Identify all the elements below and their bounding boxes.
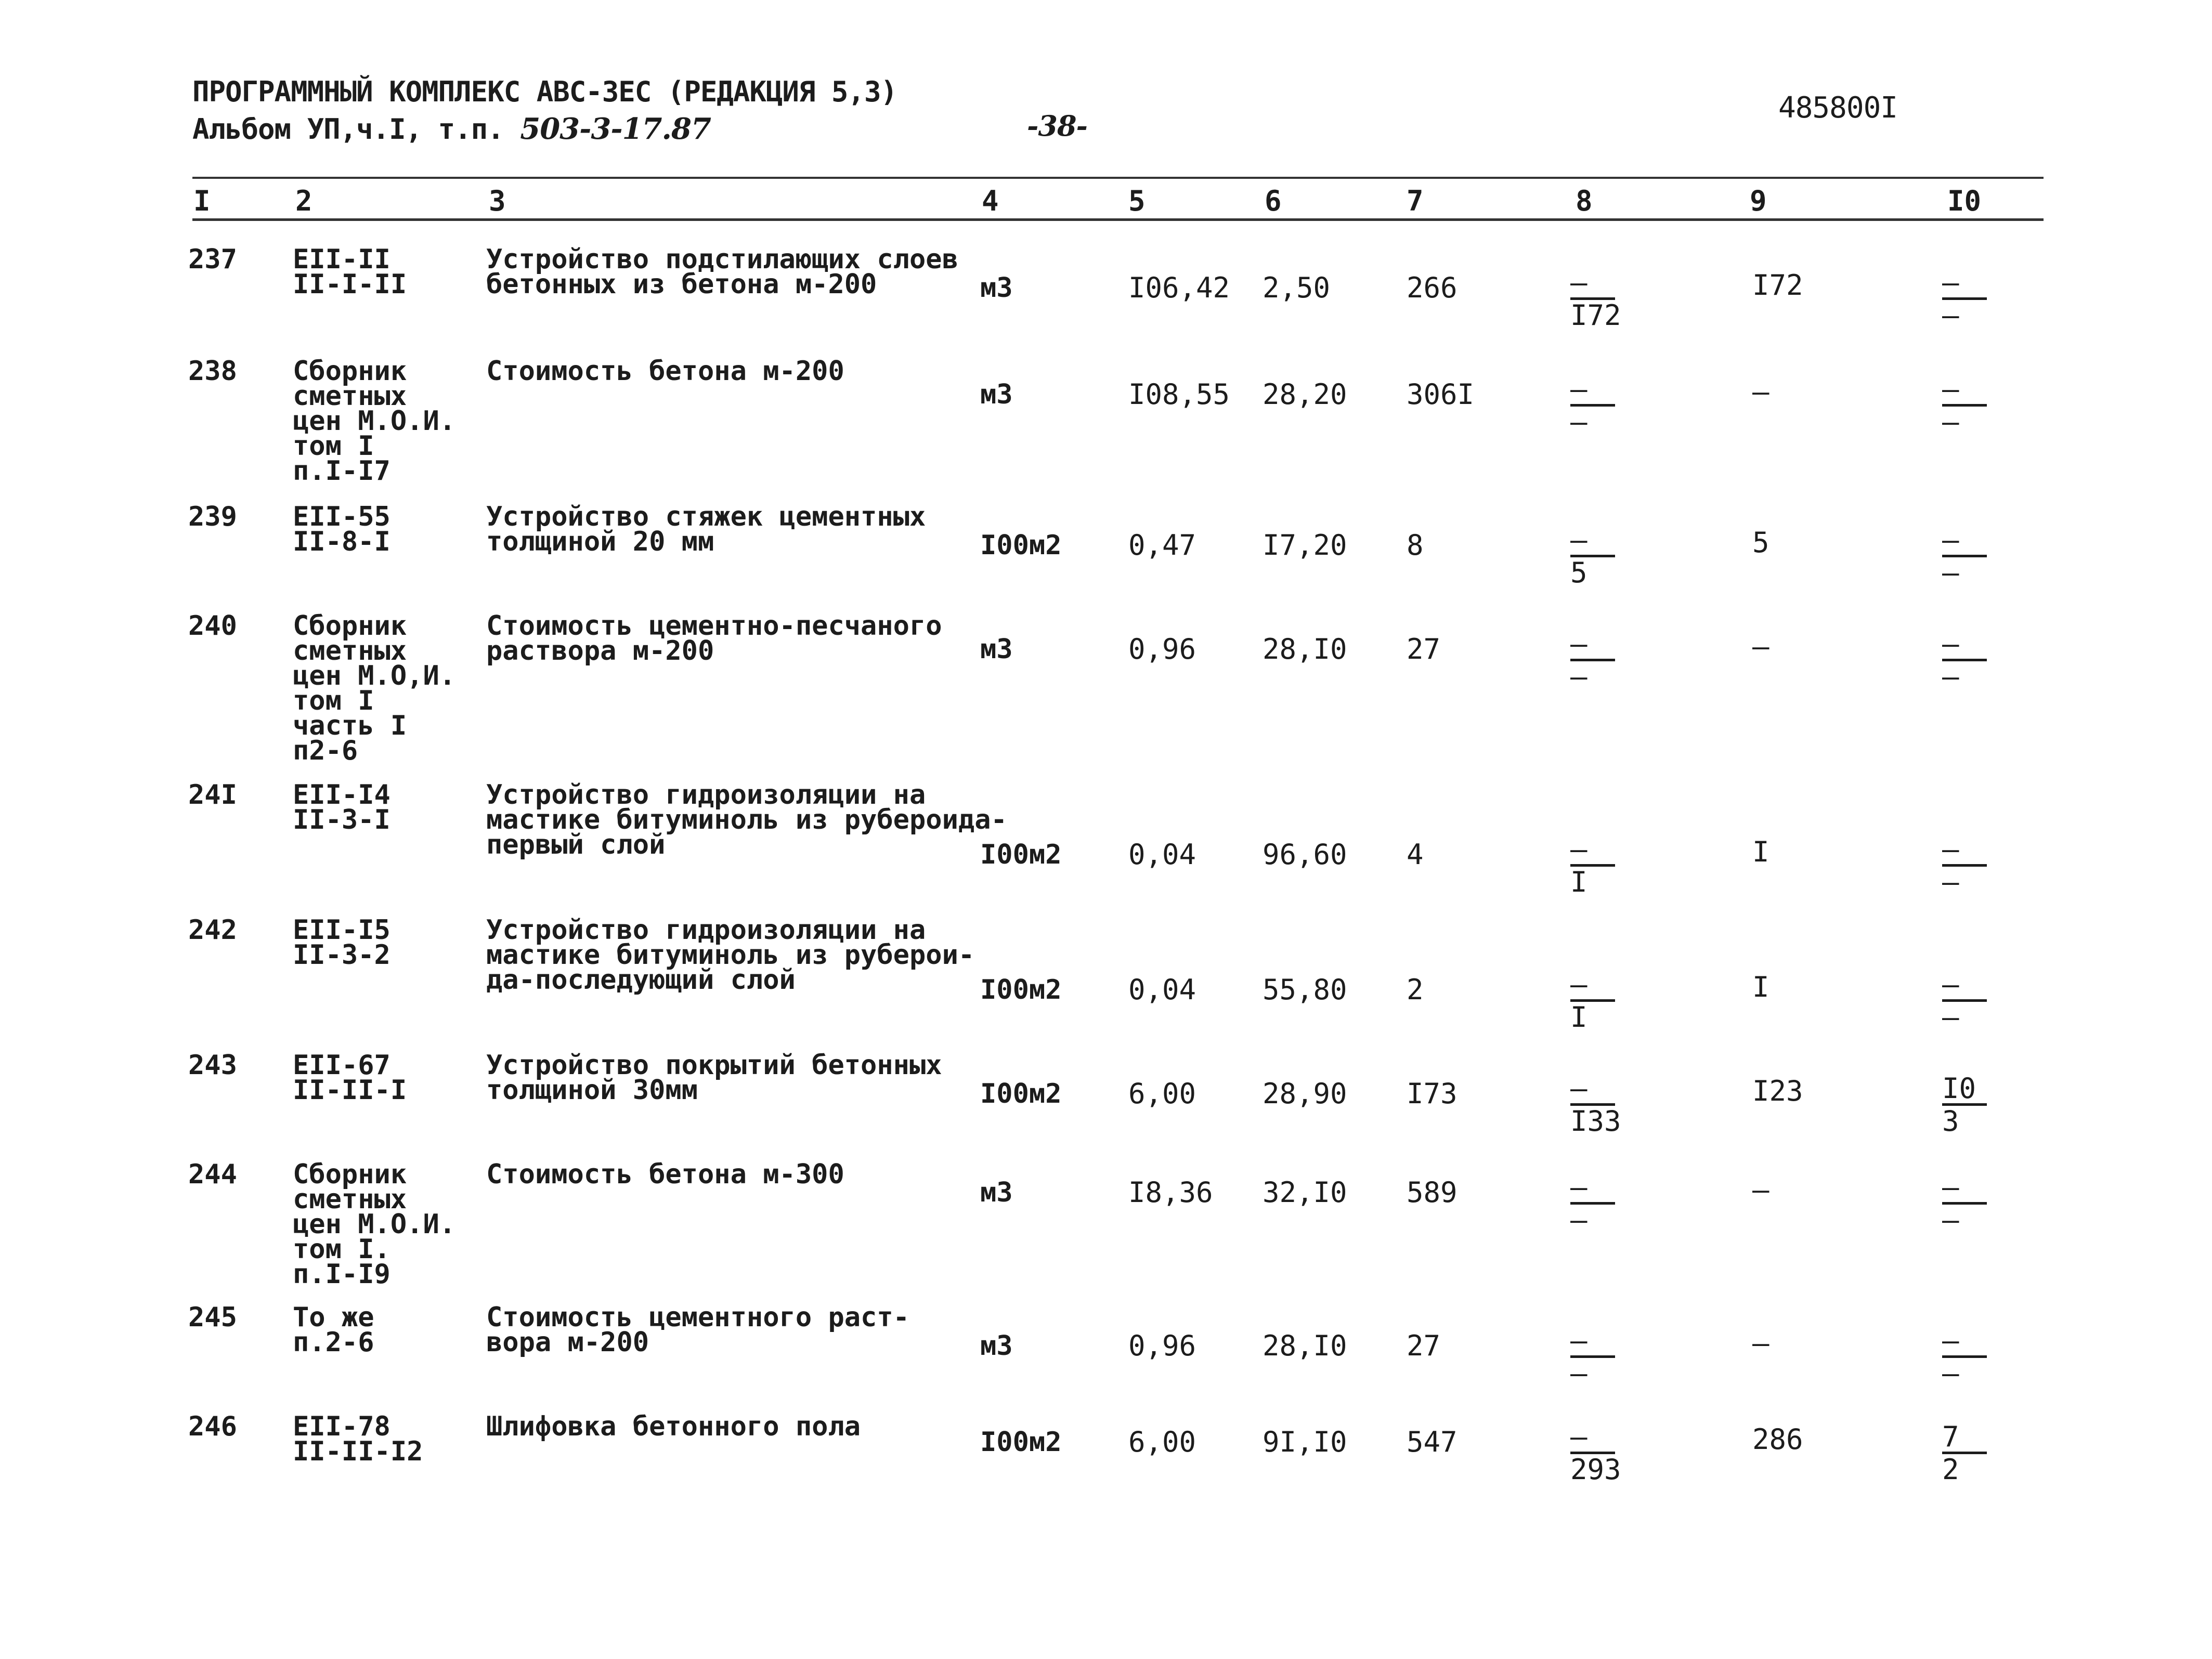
column-10-fraction-numerator: – — [1942, 270, 1987, 300]
total-cost: 306I — [1407, 378, 1475, 411]
total-cost: 2 — [1407, 973, 1424, 1006]
column-9-value: – — [1752, 1327, 1769, 1360]
column-10-fraction-numerator: – — [1942, 632, 1987, 661]
column-header: 2 — [295, 185, 313, 217]
column-9-value: – — [1752, 1173, 1769, 1206]
column-10-fraction — [1942, 373, 2010, 438]
work-name: Устройство гидроизоляции на мастике битуминоль из рубероида- первый слой — [486, 779, 1007, 860]
rate-code: EII-II II-I-II — [293, 244, 407, 300]
column-10-fraction — [1942, 1324, 2010, 1390]
column-9-value: – — [1752, 375, 1769, 408]
column-header: 4 — [982, 185, 999, 217]
unit-price: 2,50 — [1263, 271, 1331, 304]
table-header-rule — [192, 218, 2044, 221]
column-10-fraction-denominator: – — [1942, 866, 1959, 898]
work-name: Стоимость цементно-песчаного раствора м-200 — [486, 610, 942, 667]
column-8-fraction — [1570, 968, 1638, 1034]
work-name: Устройство стяжек цементных толщиной 20 мм — [486, 501, 926, 557]
quantity: I08,55 — [1128, 378, 1230, 411]
work-name: Устройство гидроизоляции на мастике битуминоль из руберои- да-последующий слой — [486, 915, 975, 996]
quantity: 0,47 — [1128, 529, 1196, 561]
column-8-fraction-denominator: – — [1570, 406, 1588, 438]
rate-code: EII-55 II-8-I — [293, 501, 391, 557]
unit: I00м2 — [980, 1078, 1062, 1109]
rate-code: EII-67 II-II-I — [293, 1050, 407, 1106]
work-name: Стоимость цементного раст- вора м-200 — [486, 1302, 909, 1358]
row-number: 240 — [188, 610, 237, 642]
column-header: 3 — [489, 185, 506, 217]
document-number: 485800I — [1778, 91, 1898, 125]
column-10-fraction-numerator: – — [1942, 1175, 1987, 1205]
column-8-fraction-numerator: – — [1570, 1328, 1615, 1358]
column-10-fraction — [1942, 1171, 2010, 1236]
column-8-fraction-numerator: – — [1570, 377, 1615, 407]
unit-price: 32,I0 — [1263, 1176, 1347, 1209]
unit: I00м2 — [980, 1427, 1062, 1458]
row-number: 246 — [188, 1411, 237, 1442]
total-cost: 4 — [1407, 838, 1424, 871]
row-number: 243 — [188, 1050, 237, 1081]
total-cost: 27 — [1407, 1329, 1441, 1362]
column-10-fraction-numerator: I0 — [1942, 1076, 1987, 1106]
column-header: I0 — [1947, 185, 1982, 217]
column-10-fraction-numerator: – — [1942, 528, 1987, 557]
column-10-fraction-denominator: – — [1942, 1357, 1959, 1390]
quantity: I8,36 — [1128, 1176, 1213, 1209]
album-reference-project: 503-3-17.87 — [520, 112, 711, 146]
rate-code: То же п.2-6 — [293, 1302, 374, 1358]
column-10-fraction — [1942, 968, 2010, 1034]
row-number: 244 — [188, 1159, 237, 1190]
column-8-fraction-denominator: – — [1570, 660, 1588, 693]
quantity: 0,04 — [1128, 838, 1196, 871]
unit: I00м2 — [980, 839, 1062, 870]
row-number: 238 — [188, 356, 237, 387]
total-cost: I73 — [1407, 1077, 1458, 1110]
column-8-fraction — [1570, 1072, 1638, 1138]
column-8-fraction-numerator: – — [1570, 972, 1615, 1002]
column-10-fraction-denominator: 2 — [1942, 1453, 1959, 1486]
column-10-fraction-denominator: 3 — [1942, 1105, 1959, 1138]
unit: м3 — [980, 1330, 1013, 1362]
table-top-rule — [192, 177, 2044, 179]
column-10-fraction — [1942, 1072, 2010, 1138]
column-8-fraction-denominator: I — [1570, 866, 1588, 898]
column-10-fraction-denominator: – — [1942, 660, 1959, 693]
column-10-fraction-numerator: – — [1942, 837, 1987, 867]
column-8-fraction-denominator: – — [1570, 1204, 1588, 1236]
column-10-fraction — [1942, 524, 2010, 589]
work-name: Устройство подстилающих слоев бетонных из бетона м-200 — [486, 244, 958, 300]
unit-price: I7,20 — [1263, 529, 1347, 561]
work-name: Устройство покрытий бетонных толщиной 30мм — [486, 1050, 942, 1106]
rate-code: Сборник сметных цен М.О,И. том I часть I п2-6 — [293, 610, 456, 766]
column-8-fraction-numerator: – — [1570, 632, 1615, 661]
quantity: I06,42 — [1128, 271, 1230, 304]
unit: м3 — [980, 272, 1013, 304]
column-header: 8 — [1576, 185, 1593, 217]
column-8-fraction — [1570, 266, 1638, 332]
column-8-fraction-numerator: – — [1570, 528, 1615, 557]
row-number: 245 — [188, 1302, 237, 1333]
column-8-fraction-numerator: – — [1570, 1425, 1615, 1454]
column-10-fraction — [1942, 833, 2010, 898]
column-8-fraction — [1570, 833, 1638, 898]
row-number: 239 — [188, 501, 237, 532]
column-9-value: 286 — [1752, 1423, 1803, 1456]
column-10-fraction-denominator: – — [1942, 556, 1959, 589]
column-10-fraction-numerator: – — [1942, 1328, 1987, 1358]
rate-code: EII-I4 II-3-I — [293, 779, 391, 835]
total-cost: 547 — [1407, 1426, 1458, 1458]
column-8-fraction-denominator: 5 — [1570, 556, 1588, 589]
column-8-fraction-denominator: I72 — [1570, 299, 1621, 332]
row-number: 237 — [188, 244, 237, 275]
rate-code: Сборник сметных цен М.О.И. том I п.I-I7 — [293, 356, 456, 487]
column-10-fraction-denominator: – — [1942, 1204, 1959, 1236]
column-header: 9 — [1750, 185, 1767, 217]
unit-price: 55,80 — [1263, 973, 1347, 1006]
column-10-fraction — [1942, 266, 2010, 332]
column-9-value: – — [1752, 630, 1769, 663]
column-8-fraction-numerator: – — [1570, 270, 1615, 300]
unit-price: 28,I0 — [1263, 633, 1347, 665]
column-10-fraction-denominator: – — [1942, 406, 1959, 438]
unit: м3 — [980, 1177, 1013, 1208]
work-name: Стоимость бетона м-300 — [486, 1159, 844, 1190]
unit-price: 28,90 — [1263, 1077, 1347, 1110]
page-number: -38- — [1027, 109, 1087, 142]
column-header: I — [193, 185, 211, 217]
rate-code: EII-I5 II-3-2 — [293, 915, 391, 971]
column-9-value: I23 — [1752, 1075, 1803, 1107]
quantity: 0,96 — [1128, 1329, 1196, 1362]
total-cost: 266 — [1407, 271, 1458, 304]
column-8-fraction-numerator: – — [1570, 1175, 1615, 1205]
unit-price: 28,I0 — [1263, 1329, 1347, 1362]
column-9-value: 5 — [1752, 526, 1769, 559]
quantity: 0,04 — [1128, 973, 1196, 1006]
column-10-fraction-numerator: 7 — [1942, 1425, 1987, 1454]
unit: м3 — [980, 379, 1013, 410]
row-number: 24I — [188, 779, 237, 811]
column-8-fraction-denominator: 293 — [1570, 1453, 1621, 1486]
work-name: Стоимость бетона м-200 — [486, 356, 844, 387]
quantity: 0,96 — [1128, 633, 1196, 665]
quantity: 6,00 — [1128, 1077, 1196, 1110]
total-cost: 27 — [1407, 633, 1441, 665]
album-reference-prefix: Альбом УП,ч.I, т.п. — [192, 113, 504, 146]
column-10-fraction-denominator: – — [1942, 299, 1959, 332]
total-cost: 8 — [1407, 529, 1424, 561]
column-8-fraction-denominator: I33 — [1570, 1105, 1621, 1138]
unit: м3 — [980, 634, 1013, 665]
album-reference — [192, 112, 711, 146]
column-10-fraction-numerator: – — [1942, 972, 1987, 1002]
column-header: 7 — [1407, 185, 1424, 217]
column-8-fraction-numerator: – — [1570, 837, 1615, 867]
unit: I00м2 — [980, 974, 1062, 1005]
column-header: 6 — [1265, 185, 1282, 217]
program-title: ПРОГРАММНЫЙ КОМПЛЕКС АВС-ЗЕС (РЕДАКЦИЯ 5,3) — [192, 75, 897, 108]
row-number: 242 — [188, 915, 237, 946]
unit-price: 96,60 — [1263, 838, 1347, 871]
column-9-value: I — [1752, 835, 1769, 868]
column-8-fraction-denominator: – — [1570, 1357, 1588, 1390]
column-10-fraction-numerator: – — [1942, 377, 1987, 407]
unit: I00м2 — [980, 530, 1062, 561]
column-8-fraction — [1570, 524, 1638, 589]
work-name: Шлифовка бетонного пола — [486, 1411, 861, 1442]
column-9-value: I — [1752, 971, 1769, 1003]
column-8-fraction — [1570, 628, 1638, 693]
column-8-fraction-numerator: – — [1570, 1076, 1615, 1106]
rate-code: Сборник сметных цен М.О.И. том I. п.I-I9 — [293, 1159, 456, 1290]
rate-code: EII-78 II-II-I2 — [293, 1411, 423, 1467]
quantity: 6,00 — [1128, 1426, 1196, 1458]
column-8-fraction — [1570, 1171, 1638, 1236]
column-8-fraction — [1570, 1420, 1638, 1486]
unit-price: 9I,I0 — [1263, 1426, 1347, 1458]
column-8-fraction-denominator: I — [1570, 1001, 1588, 1034]
column-9-value: I72 — [1752, 269, 1803, 302]
column-header: 5 — [1128, 185, 1146, 217]
column-10-fraction-denominator: – — [1942, 1001, 1959, 1034]
column-8-fraction — [1570, 373, 1638, 438]
total-cost: 589 — [1407, 1176, 1458, 1209]
column-10-fraction — [1942, 628, 2010, 693]
unit-price: 28,20 — [1263, 378, 1347, 411]
column-8-fraction — [1570, 1324, 1638, 1390]
column-10-fraction — [1942, 1420, 2010, 1486]
